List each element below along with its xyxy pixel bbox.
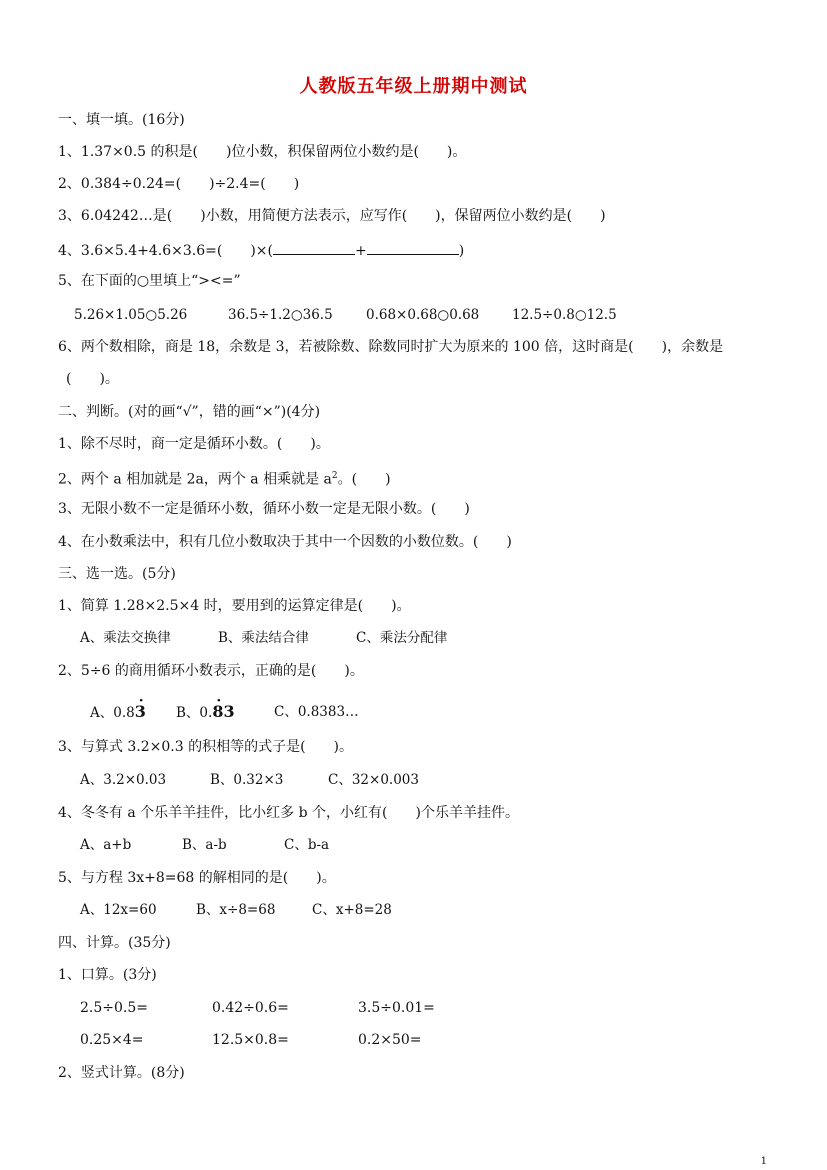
s1-question-4-plus: + (355, 243, 367, 259)
option-b[interactable]: B、0.32×3 (210, 772, 284, 788)
s2-question-4: 4、在小数乘法中，积有几位小数取决于其中一个因数的小数位数。( ) (58, 534, 512, 550)
s3-question-2: 2、5÷6 的商用循环小数表示，正确的是( )。 (58, 663, 364, 679)
repeating-digits: · 83 (212, 703, 234, 721)
s2-question-3: 3、无限小数不一定是循环小数，循环小数一定是无限小数。( ) (58, 501, 470, 517)
option-a[interactable]: A、乘法交换律 (80, 630, 171, 646)
page-number: 1 (760, 1156, 767, 1167)
option-a[interactable]: A、3.2×0.03 (80, 772, 167, 788)
option-c[interactable]: C、32×0.003 (328, 772, 419, 788)
option-b[interactable]: B、a-b (182, 837, 227, 853)
mental-math-item: 0.25×4= (80, 1032, 144, 1048)
option-a-text: A、0.8 (90, 705, 135, 721)
s1-question-4 (58, 240, 464, 260)
option-b[interactable]: B、乘法结合律 (218, 630, 309, 646)
s2-question-1: 1、除不尽时，商一定是循环小数。( )。 (58, 436, 330, 452)
option-b[interactable] (176, 703, 235, 722)
s4-question-2: 2、竖式计算。(8分) (58, 1065, 185, 1081)
s1-question-6-cont: ( )。 (66, 371, 119, 387)
compare-item: 36.5÷1.2○36.5 (228, 307, 333, 323)
compare-item: 0.68×0.68○0.68 (366, 307, 480, 323)
mental-math-item: 0.42÷0.6= (212, 1000, 289, 1016)
section-4-heading: 四、计算。(35分) (58, 935, 171, 951)
option-c[interactable]: C、x+8=28 (312, 902, 392, 918)
option-a[interactable] (90, 703, 146, 722)
option-c[interactable]: C、0.8383… (274, 704, 359, 720)
option-a[interactable]: A、a+b (80, 837, 132, 853)
mental-math-item: 2.5÷0.5= (80, 1000, 148, 1016)
option-b-text: B、0. (176, 705, 213, 721)
compare-item: 5.26×1.05○5.26 (74, 307, 188, 323)
s3-question-1: 1、简算 1.28×2.5×4 时，要用到的运算定律是( )。 (58, 598, 411, 614)
option-b[interactable]: B、x÷8=68 (196, 902, 276, 918)
section-1-heading: 一、填一填。(16分) (58, 112, 185, 128)
section-2-heading: 二、判断。(对的画“√”，错的画“×”)(4分) (58, 404, 321, 420)
repeating-digit: · 3 (135, 703, 146, 721)
s1-question-5: 5、在下面的○里填上“><=” (58, 273, 241, 289)
s1-question-1: 1、1.37×0.5 的积是( )位小数，积保留两位小数约是( )。 (58, 144, 467, 160)
s2-question-2-text: 2、两个 a 相加就是 2a，两个 a 相乘就是 a (58, 471, 332, 488)
answer-blank-1[interactable] (273, 240, 355, 255)
s3-question-5: 5、与方程 3x+8=68 的解相同的是( )。 (58, 870, 336, 886)
compare-item: 12.5÷0.8○12.5 (512, 307, 617, 323)
s1-question-4-end: ) (458, 243, 465, 259)
option-a[interactable]: A、12x=60 (80, 902, 157, 918)
s3-question-4: 4、冬冬有 a 个乐羊羊挂件，比小红多 b 个，小红有( )个乐羊羊挂件。 (58, 805, 519, 821)
s2-question-2 (58, 467, 391, 489)
answer-blank-2[interactable] (367, 240, 459, 255)
section-3-heading: 三、选一选。(5分) (58, 566, 176, 582)
exponent: 2 (331, 471, 338, 481)
mental-math-item: 3.5÷0.01= (358, 1000, 435, 1016)
page-title: 人教版五年级上册期中测试 (299, 76, 528, 97)
s1-question-6: 6、两个数相除，商是 18，余数是 3，若被除数、除数同时扩大为原来的 100 倍，这时商是( )，余数是 (58, 339, 724, 355)
s3-question-3: 3、与算式 3.2×0.3 的积相等的式子是( )。 (58, 739, 353, 755)
s2-question-2-end: 。( ) (337, 471, 391, 488)
option-c[interactable]: C、b-a (284, 837, 330, 853)
mental-math-item: 12.5×0.8= (212, 1032, 289, 1048)
s1-question-2: 2、0.384÷0.24=( )÷2.4=( ) (58, 176, 300, 192)
s4-question-1: 1、口算。(3分) (58, 967, 157, 983)
s1-question-3: 3、6.04242…是( )小数，用简便方法表示，应写作( )，保留两位小数约是( ) (58, 208, 606, 224)
option-c[interactable]: C、乘法分配律 (356, 630, 448, 646)
s1-question-4-start: 4、3.6×5.4+4.6×3.6=( )×( (58, 243, 274, 259)
mental-math-item: 0.2×50= (358, 1032, 422, 1048)
